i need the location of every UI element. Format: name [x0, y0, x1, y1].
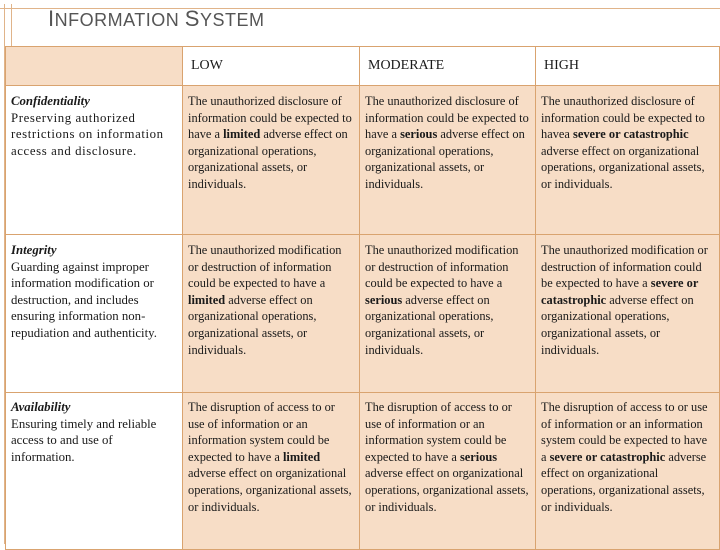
page-title: INFORMATION SYSTEM — [48, 6, 265, 31]
objective-name: Integrity — [11, 243, 57, 257]
impact-low-cell: The unauthorized modification or destruction of information could be expected to have a limited adverse effect on organizational operations, organizational assets, or individuals. — [183, 235, 360, 393]
objective-cell — [6, 393, 183, 550]
header-row — [6, 47, 720, 86]
impact-low-cell: The disruption of access to or use of information or an information system could be expected to have a limited adverse effect on organizational operations, organizational assets, or individuals. — [183, 393, 360, 550]
table-row-availability — [6, 393, 720, 550]
impact-moderate-cell: The unauthorized disclosure of information could be expected to have a serious adverse effect on organizational operations, organizational assets, or individuals. — [360, 86, 536, 235]
objective-description: Guarding against improper information modification or destruction, and includes ensuring information non-repudiation and authenticity. — [11, 259, 157, 340]
impact-moderate-cell: The disruption of access to or use of information or an information system could be expected to have a serious adverse effect on organizational operations, organizational assets, or individuals. — [360, 393, 536, 550]
objective-cell — [6, 235, 183, 393]
header-moderate: MODERATE — [360, 47, 536, 86]
objective-name: Availability — [11, 400, 71, 414]
objective-description: Preserving authorized restrictions on information access and disclosure. — [11, 110, 164, 158]
objective-name: Confidentiality — [11, 94, 90, 108]
header-low: LOW — [183, 47, 360, 86]
table-row-integrity — [6, 235, 720, 393]
impact-low-cell: The unauthorized disclosure of information could be expected to have a limited adverse effect on organizational operations, organizational assets, or individuals. — [183, 86, 360, 235]
impact-moderate-cell: The unauthorized modification or destruction of information could be expected to have a serious adverse effect on organizational operations, organizational assets, or individuals. — [360, 235, 536, 393]
header-high: HIGH — [536, 47, 720, 86]
objective-cell — [6, 86, 183, 235]
impact-high-cell: The unauthorized modification or destruction of information could be expected to have a severe or catastrophic adverse effect on organizational operations, organizational assets, or individuals. — [536, 235, 720, 393]
objective-description: Ensuring timely and reliable access to and use of information. — [11, 416, 157, 464]
table-row-confidentiality — [6, 86, 720, 235]
impact-high-cell: The disruption of access to or use of information or an information system could be expected to have a severe or catastrophic adverse effect on organizational operations, organizational assets, or individuals. — [536, 393, 720, 550]
header-blank — [6, 47, 183, 86]
security-categorization-table — [5, 46, 720, 550]
impact-high-cell: The unauthorized disclosure of information could be expected to havea severe or catastrophic adverse effect on organizational operations, organizational assets, or individuals. — [536, 86, 720, 235]
